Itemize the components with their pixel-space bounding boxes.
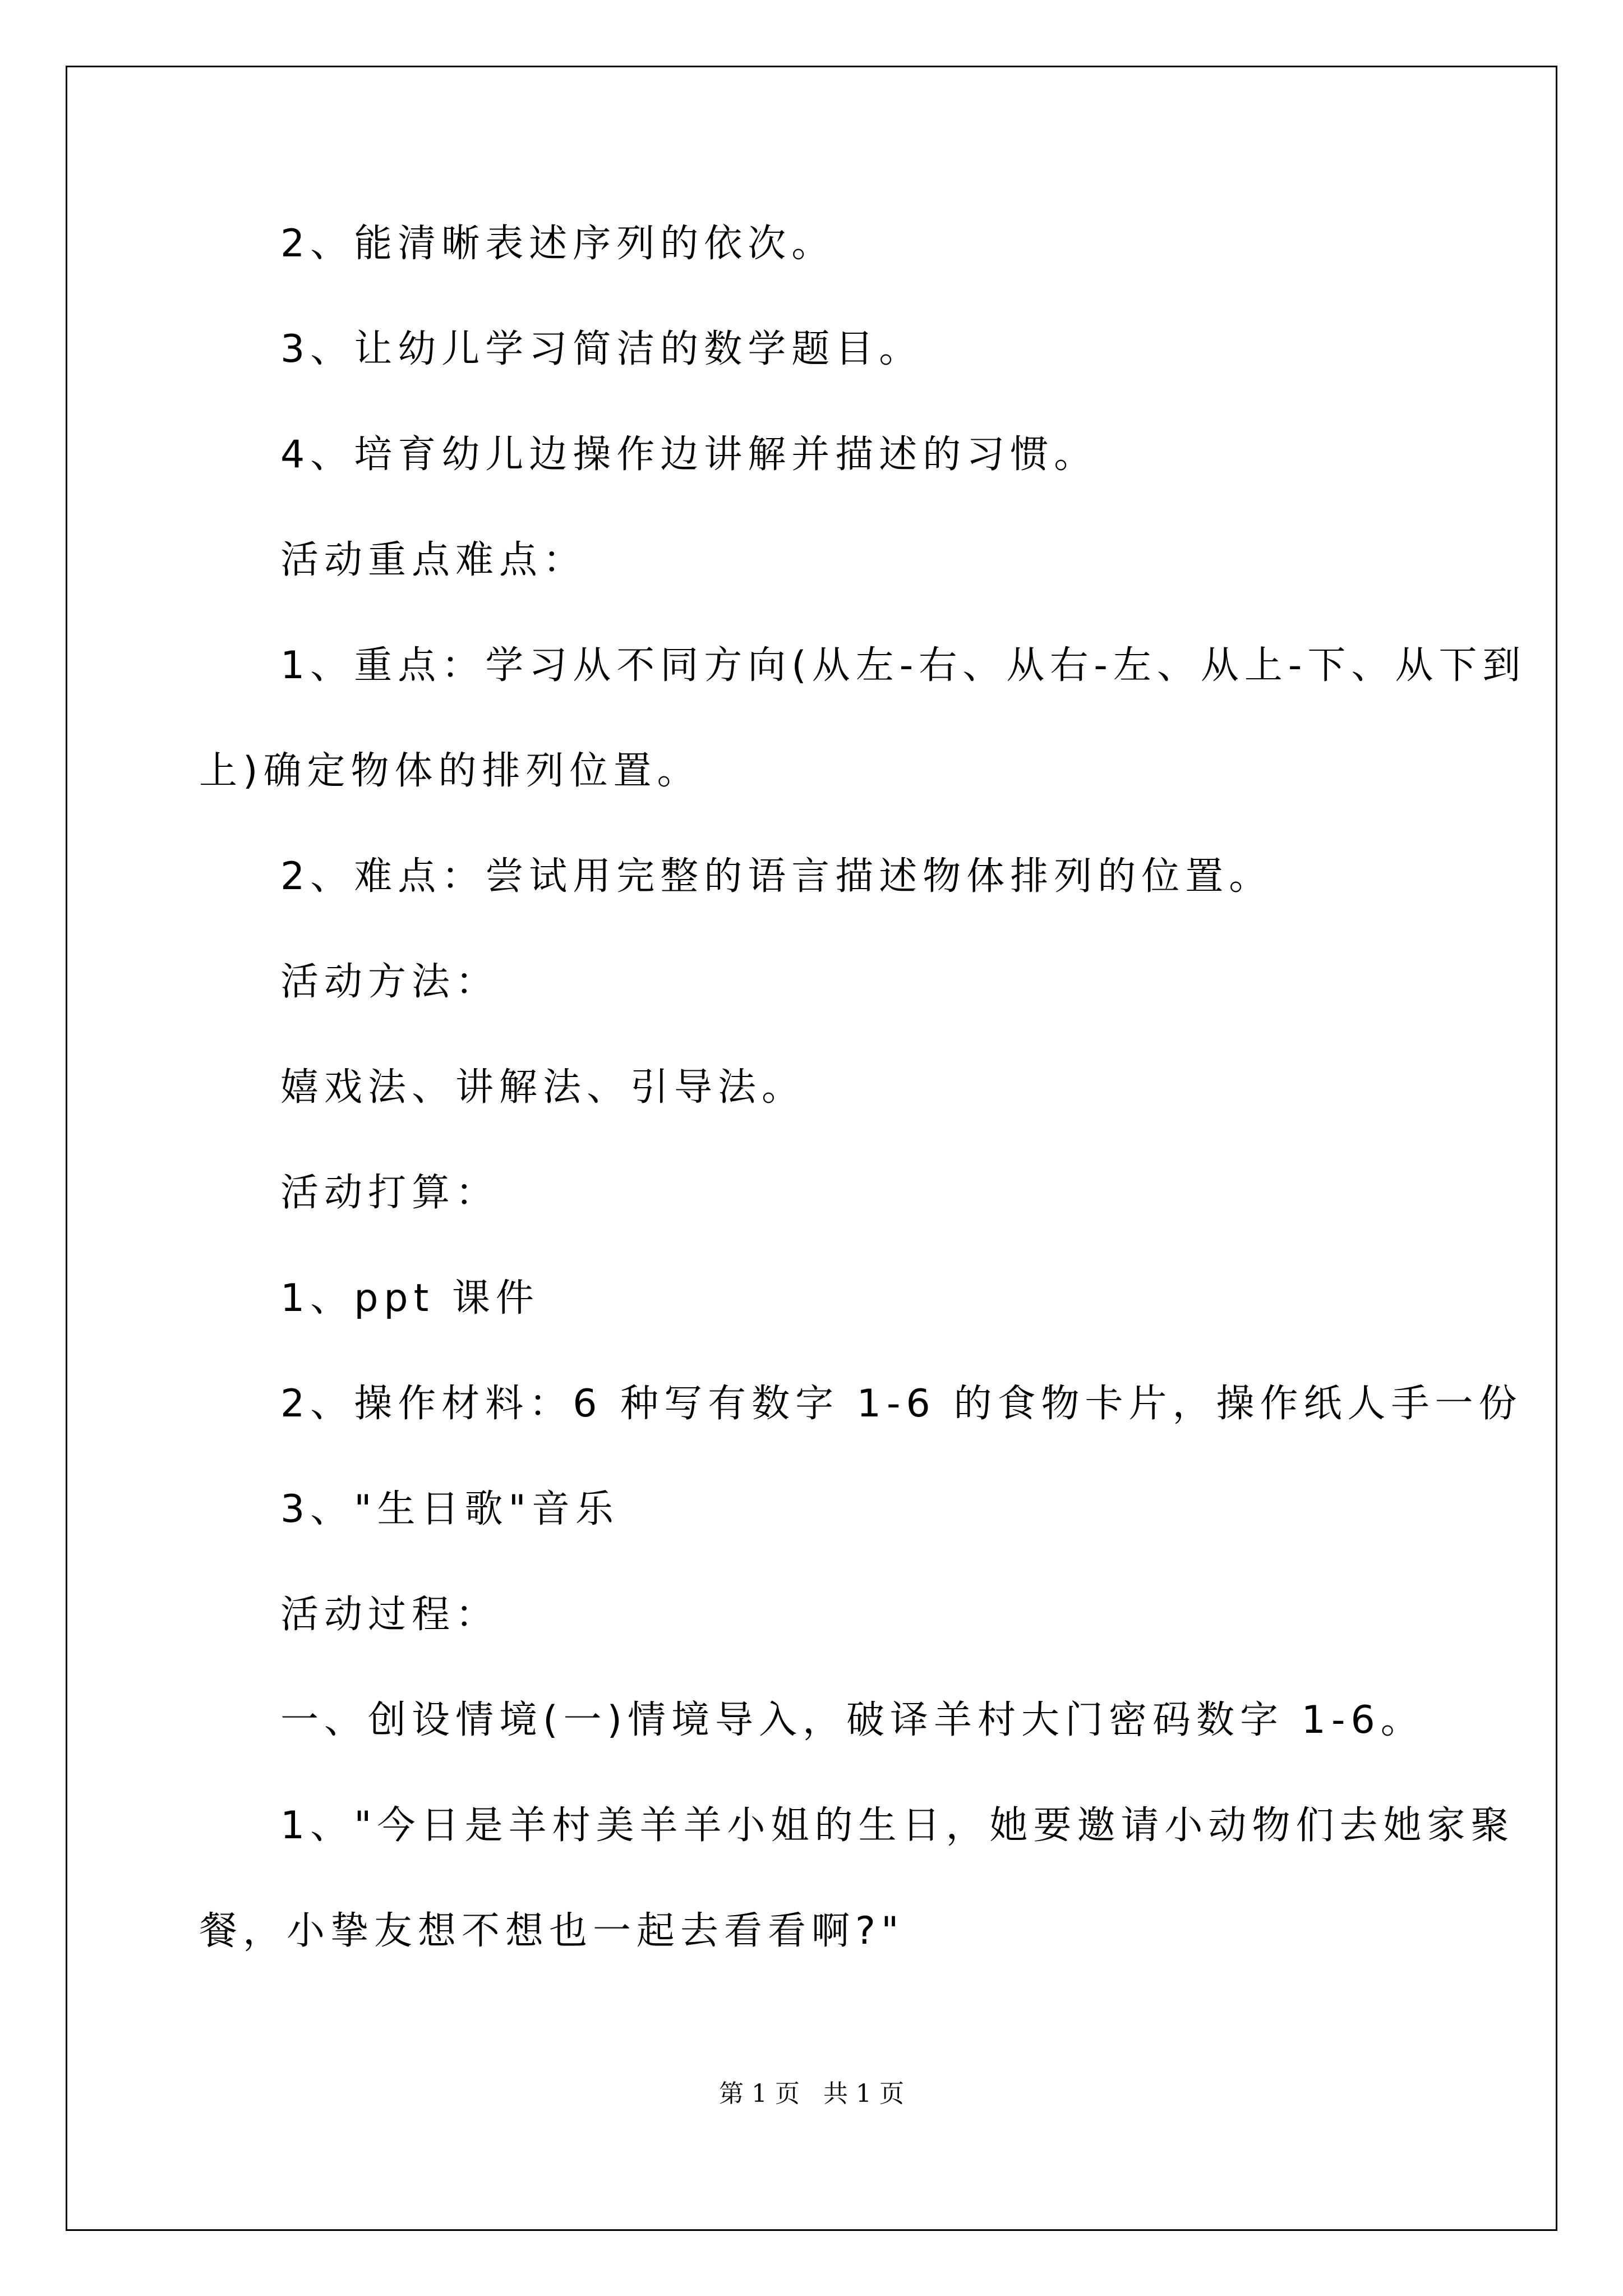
text-line: 2、难点：尝试用完整的语言描述物体排列的位置。: [280, 854, 1273, 899]
text-line: 3、"生日歌"音乐: [280, 1487, 619, 1531]
page-border: [66, 66, 1557, 2231]
text-line: 2、操作材料：6 种写有数字 1-6 的食物卡片，操作纸人手一份: [280, 1382, 1523, 1426]
text-line: 活动过程：: [280, 1593, 500, 1637]
text-line: 嬉戏法、讲解法、引导法。: [280, 1065, 806, 1110]
text-line: 活动打算：: [280, 1171, 500, 1215]
text-line: 1、重点：学习从不同方向(从左-右、从右-左、从上-下、从下到: [280, 643, 1527, 688]
text-line: 3、让幼儿学习简洁的数学题目。: [280, 327, 923, 371]
text-line: 活动方法：: [280, 960, 500, 1004]
text-line: 4、培育幼儿边操作边讲解并描述的习惯。: [280, 432, 1098, 477]
text-line: 1、ppt 课件: [280, 1276, 540, 1320]
text-line: 餐，小挚友想不想也一起去看看啊?": [199, 1909, 905, 1953]
page-number-footer: 第 1 页 共 1 页: [719, 2079, 904, 2108]
text-line: 1、"今日是羊村美羊羊小姐的生日，她要邀请小动物们去她家聚: [280, 1803, 1515, 1848]
text-line: 活动重点难点：: [280, 538, 587, 582]
text-line: 2、能清晰表述序列的依次。: [280, 222, 836, 266]
text-line: 一、创设情境(一)情境导入，破译羊村大门密码数字 1-6。: [280, 1698, 1424, 1742]
text-line: 上)确定物体的排列位置。: [199, 749, 701, 793]
